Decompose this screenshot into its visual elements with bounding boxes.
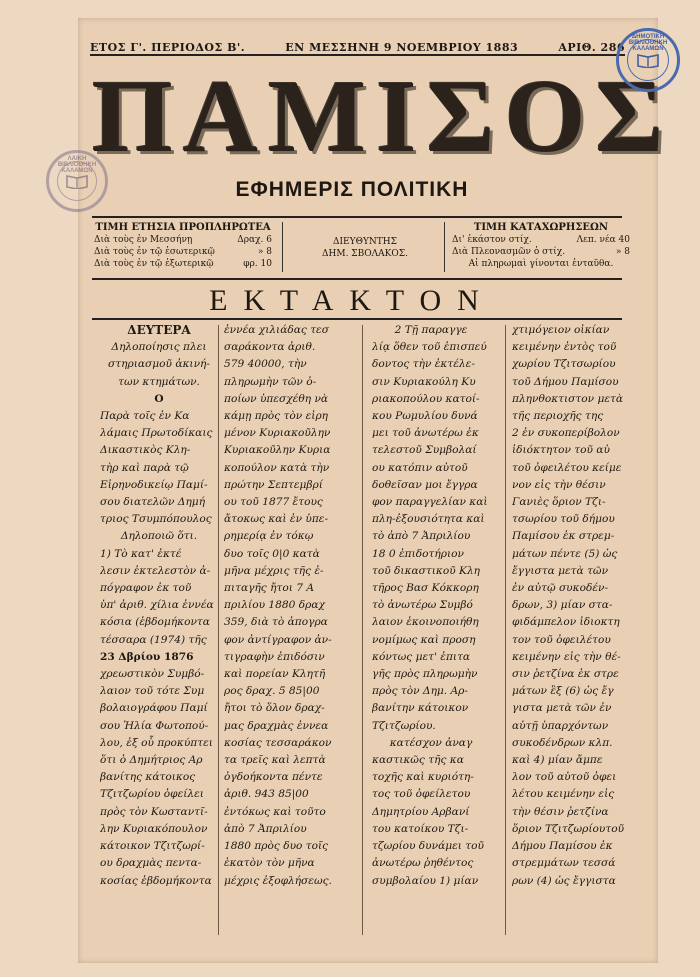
column-line: καὶ πορείαν Κλητῆ [224, 668, 326, 681]
book-icon [637, 52, 659, 68]
stamp-text: ΔΗΜΟΤΙΚΗ ΒΙΒΛΙΟΘΗΚΗ ΚΑΛΑΜΩΝ [628, 34, 668, 52]
column-line: χτιμόγειον οἰκίαν [512, 324, 610, 336]
column-line: νον εἰς τὴν θέσιν [512, 478, 606, 491]
column-line: λου, ἐξ οὗ προκύπτει [100, 736, 213, 749]
subscription-row: Διὰ τοὺς ἐν τῷ ἐξωτερικῷ φρ. 10 [94, 259, 272, 269]
article-column-1 [100, 322, 218, 890]
column-line: τελεστοῦ Συμβολαί [372, 444, 477, 457]
column-line: ρων (4) ὡς ἔγγιστα [512, 874, 616, 887]
column-line: ριακοπούλου κατοί- [372, 392, 480, 405]
column-line: του κατοίκου Τζι- [372, 822, 469, 835]
column-rule [362, 325, 363, 935]
column-line: ἰδιόκτητον τοῦ αὐ [512, 444, 610, 457]
column-line: κοσίας τεσσαράκον [224, 736, 332, 749]
column-line: 579 40000, τὴν [224, 358, 307, 371]
rule-middle [92, 278, 622, 280]
column-line: τον τοῦ ὀφειλέτου [512, 633, 611, 646]
rule-top [92, 216, 622, 218]
column-line: πληνθοκτιστον μετὰ [512, 392, 624, 405]
column-line: δοντος τὴν ἐκτέλε- [372, 358, 475, 371]
column-line: κοσίας ἑβδομήκοντα [100, 874, 212, 887]
masthead-title: ΠΑΜΙΣΟΣ [92, 59, 674, 174]
book-icon [66, 173, 88, 189]
column-line: τὸ ἀνωτέρω Συμβό [372, 599, 473, 612]
column-line: στηριασμοῦ ἀκινή- [108, 358, 210, 371]
column-line: ἑκατὸν τὸν μῆνα [224, 857, 315, 870]
column-line: πριλίου 1880 δραχ [224, 599, 325, 612]
column-line: καστικῶς τῆς κα [372, 754, 464, 767]
column-line: τὸ ἀπὸ 7 Ἀπριλίου [372, 530, 471, 543]
column-line: τῆρος Βασ Κόκκορη [372, 582, 479, 595]
column-line: μας δραχμὰς ἐννεα [224, 719, 329, 732]
column-line: δοθεῖσαν μοι ἔγγρα [372, 478, 478, 491]
column-line: ἤτοι τὸ ὅλον δραχ- [224, 702, 325, 715]
column-line: 1880 πρὸς δυο τοῖς [224, 840, 329, 853]
advertising-note: Αἱ πληρωμαὶ γίνονται ἐνταῦθα. [468, 259, 614, 269]
column-line: τοῦ ὀφειλέτου κείμε [512, 461, 622, 474]
column-line: Δικαστικὸς Κλη- [100, 444, 191, 457]
rule-section [92, 318, 622, 320]
issue-year-period: ΕΤΟΣ Γ'. ΠΕΡΙΟΔΟΣ Β'. [90, 41, 246, 54]
column-line: λον τοῦ αὐτοῦ ὀφει [512, 771, 617, 784]
column-line: σιν ῥετζίνα ἐκ στρε [512, 668, 619, 681]
advertising-row: Δι' ἑκάστον στίχ. Λεπ. νέα 40 [452, 235, 630, 245]
column-line: Παμίσου ἐκ στρεμ- [512, 530, 615, 543]
column-line: κόντως μετ' ἐπιτα [372, 650, 471, 663]
column-line: τέσσαρα (1974) τῆς [100, 633, 207, 646]
column-line: ἐννέα χιλιάδας τεσ [224, 324, 329, 336]
column-line: κάτοικον Τζιτζωρί- [100, 840, 205, 853]
column-line: των κτημάτων. [118, 375, 200, 388]
column-line: πλη-ἐξουσιότητα καὶ [372, 513, 485, 526]
column-line: 2 Τῇ παραγγε [394, 324, 468, 336]
article-column-4 [512, 322, 630, 890]
stamp-text: ΛΑΙΚΗ ΒΙΒΛΙΟΘΗΚΗ ΚΑΛΑΜΩΝ [57, 156, 97, 174]
advertising-box [452, 222, 630, 270]
issue-place-date: ΕΝ ΜΕΣΣΗΝΗ 9 ΝΟΕΜΒΡΙΟΥ 1883 [285, 41, 519, 54]
column-line: ὀγδοήκοντα πέντε [224, 771, 323, 784]
column-line: τιγραφὴν ἐπιδόσιν [224, 650, 325, 663]
column-line: σου διατελῶν Δημή [100, 496, 206, 509]
column-line: λην Κυριακόπουλον [100, 822, 208, 835]
column-line: ου δραχμὰς πεντα- [100, 857, 202, 870]
column-line: βανίτην κάτοικον [372, 702, 469, 715]
column-line: κάμῃ πρὸς τὸν εἰρη [224, 410, 329, 423]
column-line: φον ἀντίγραφον ἀν- [224, 633, 332, 646]
column-line: λεσιν ἐκτελεστὸν ἀ- [100, 564, 211, 577]
column-line: τοχῆς καὶ κυριότη- [372, 771, 474, 784]
column-line: Δημητρίου Αρβανί [372, 805, 470, 818]
director-title: ΔΙΕΥΘΥΝΤΗΣ [333, 237, 397, 247]
column-line: τῆς περιοχῆς της [512, 410, 604, 423]
column-line: πληρωμὴν τῶν ὁ- [224, 375, 317, 388]
column-line: κειμένην εἰς τὴν θέ- [512, 650, 621, 663]
column-line: ρημερίᾳ ἐν τόκῳ [224, 530, 314, 543]
column-line: πιταγῆς ἤτοι 7 Α [224, 582, 314, 595]
column-line: δρων, 3) μίαν στα- [512, 599, 613, 612]
column-line: κου Ρωμυλίου δυνά [372, 410, 478, 423]
subscription-row: Διὰ τοὺς ἐν τῷ ἐσωτερικῷ » 8 [94, 247, 272, 257]
column-line: πόγραφον ἐκ τοῦ [100, 582, 192, 595]
column-line: μει τοῦ ἀνωτέρω ἐκ [372, 427, 479, 440]
column-line: ποίων ὑπεσχέθη νὰ [224, 392, 329, 405]
advertising-title: ΤΙΜΗ ΚΑΤΑΧΩΡΗΣΕΩΝ [473, 222, 609, 233]
column-line: λαιον ἐκοινοποιήθη [372, 616, 479, 629]
column-line: Γανιὲς ὅριον Τζι- [512, 496, 606, 509]
column-line: Παρὰ τοῖς ἐν Κα [100, 410, 190, 423]
column-line: ἔγγιστα μετὰ τῶν [512, 564, 609, 577]
issue-header [90, 36, 625, 56]
column-line: σαράκοντα ἀριθ. [224, 341, 316, 354]
column-line: μένον Κυριακοῦλην [224, 427, 331, 440]
column-line: κοπούλον κατὰ τὴν [224, 461, 330, 474]
column-line: τοῦ δικαστικοῦ Κλη [372, 564, 481, 577]
library-stamp-left [46, 150, 108, 212]
column-line: Ο [154, 392, 164, 405]
column-line: 18 0 ἐπιδοτήριον [372, 547, 464, 560]
director-box [290, 236, 440, 260]
column-line: χρεωστικὸν Συμβό- [100, 668, 205, 681]
column-line: αὐτῇ ὑπαρχόντων [512, 719, 609, 732]
column-line: ὅτι ὁ Δημήτριος Αρ [100, 754, 203, 767]
director-name: ΔΗΜ. ΣΒΟΛΑΚΟΣ. [322, 249, 408, 259]
column-line: 23 Δβρίου 1876 [100, 650, 194, 663]
column-rule [218, 325, 219, 935]
column-line: ἐντόκως καὶ τοῦτο [224, 805, 326, 818]
column-line: πρώτην Σεπτεμβρί [224, 478, 323, 491]
column-line: τὴρ καὶ παρὰ τῷ [100, 461, 189, 474]
column-line: Δηλοποιῶ ὅτι. [120, 530, 198, 543]
column-line: Κυριακοῦλην Κυρια [224, 444, 331, 457]
article-column-3 [372, 322, 490, 890]
column-line: λέτου κειμένην εἰς [512, 788, 615, 801]
column-line: σιν Κυριακούλη Κυ [372, 375, 476, 388]
column-line: στρεμμάτων τεσσά [512, 857, 616, 870]
column-line: ρος δραχ. 5 85|00 [224, 685, 320, 698]
column-line: 2 ἐν συκοπερίβολον [512, 427, 620, 440]
column-line: γιστα μετὰ τῶν ἐν [512, 702, 612, 715]
issue-number: ΑΡΙΘ. 286 [558, 41, 625, 54]
column-line: μάτων ἓξ (6) ὡς ἔγ [512, 685, 614, 698]
column-line: τὴν θέσιν ῥετζίνα [512, 805, 609, 818]
column-line: Τζιτζωρίου ὀφείλει [100, 788, 204, 801]
column-line: λίᾳ ὅθεν τοῦ ἐπισπεύ [372, 341, 487, 354]
article-column-2 [224, 322, 342, 890]
column-line: ὑπ' ἀριθ. χίλια ἐννέα [100, 599, 214, 612]
column-line: μάτων πέντε (5) ὡς [512, 547, 618, 560]
column-line: 359, διὰ τὸ ἀπογρα [224, 616, 328, 629]
column-line: συμβολαίου 1) μίαν [372, 874, 479, 887]
column-line: ἀνωτέρω ῥηθέντος [372, 857, 474, 870]
column-line: ὅριον Τζιτζωρίουτοῦ [512, 822, 625, 835]
column-line: φον παραγγελίαν καὶ [372, 496, 488, 509]
column-line: Δήμου Παμίσου ἐκ [512, 840, 613, 853]
column-line: 1) Τὸ κατ' ἐκτέ [100, 547, 182, 560]
column-line: τζωρίου δυνάμει τοῦ [372, 840, 484, 853]
column-line: κειμένην ἐντὸς τοῦ [512, 341, 617, 354]
info-divider [282, 222, 283, 272]
column-line: Δηλοποίησις πλει [111, 341, 207, 354]
column-line: ἀπὸ 7 Ἀπριλίου [224, 822, 307, 835]
info-divider [444, 222, 445, 272]
column-line: κόσια (ἑβδομήκοντα [100, 616, 210, 629]
column-line: νομίμως καὶ προση [372, 633, 476, 646]
column-line: ἀριθ. 943 85|00 [224, 788, 309, 801]
column-line: ου κατόπιν αὐτοῦ [372, 461, 468, 474]
column-line: Τζιτζωρίου. [372, 719, 436, 732]
column-line: τος τοῦ ὀφείλετου [372, 788, 471, 801]
masthead-subtitle: ΕΦΗΜΕΡΙΣ ΠΟΛΙΤΙΚΗ [235, 178, 469, 201]
column-rule [505, 325, 506, 935]
column-line: τσωρίου τοῦ δήμου [512, 513, 615, 526]
column-line: βολαιογράφου Παμί [100, 702, 208, 715]
library-stamp-top [616, 28, 680, 92]
column-line: τριος Τσυμπόπουλος [100, 513, 212, 526]
column-line: δυο τοῖς 0|0 κατὰ [224, 547, 320, 560]
column-line: λαιον τοῦ τότε Συμ [100, 685, 205, 698]
column-line: τα τρεῖς καὶ λεπτὰ [224, 754, 326, 767]
column-line: βανίτης κάτοικος [100, 771, 196, 784]
subscription-title: ΤΙΜΗ ΕΤΗΣΙΑ ΠΡΟΠΛΗΡΩΤΕΑ [95, 222, 271, 233]
subscription-box [94, 222, 272, 270]
column-line: μῆνα μέχρις τῆς ἐ- [224, 564, 324, 577]
column-line: τοῦ Δήμου Παμίσου [512, 375, 619, 388]
section-title: ΕΚΤΑΚΤΟΝ [209, 284, 495, 317]
article-columns [92, 322, 642, 942]
column-line: συκοδένδρων κλπ. [512, 736, 613, 749]
column-line: γῆς πρὸς πληρωμὴν [372, 668, 478, 681]
column-line: Εἰρηνοδικείῳ Παμί- [100, 478, 208, 491]
column-line: πρὸς τὸν Δημ. Αρ- [372, 685, 468, 698]
column-line: πρὸς τὸν Κωσταντῖ- [100, 805, 208, 818]
column-line: φιδάμπελον ἰδιοκτη [512, 616, 620, 629]
column-line: ἐν αὐτῷ συκοδέν- [512, 582, 609, 595]
column-line: ἄτοκως καὶ ἐν ὑπε- [224, 513, 329, 526]
column-line: ου τοῦ 1877 ἔτους [224, 496, 323, 509]
column-line: ΔΕΥΤΕΡΑ [127, 323, 191, 337]
column-line: κατέσχον ἀναγ [389, 736, 473, 749]
column-line: σου Ἠλία Φωτοπού- [100, 719, 209, 732]
advertising-row: Διὰ Πλεονασμῶν ὁ στίχ. » 8 [452, 247, 630, 257]
subscription-row: Διὰ τοὺς ἐν Μεσσήνῃ Δραχ. 6 [94, 235, 272, 245]
column-line: μέχρις ἐξοφλήσεως. [224, 874, 332, 887]
column-line: χωρίου Τζιτσωρίου [512, 358, 616, 371]
column-line: λάμαις Πρωτοδίκαις [100, 427, 213, 440]
column-line: καὶ 4) μίαν ἄμπε [512, 754, 603, 767]
